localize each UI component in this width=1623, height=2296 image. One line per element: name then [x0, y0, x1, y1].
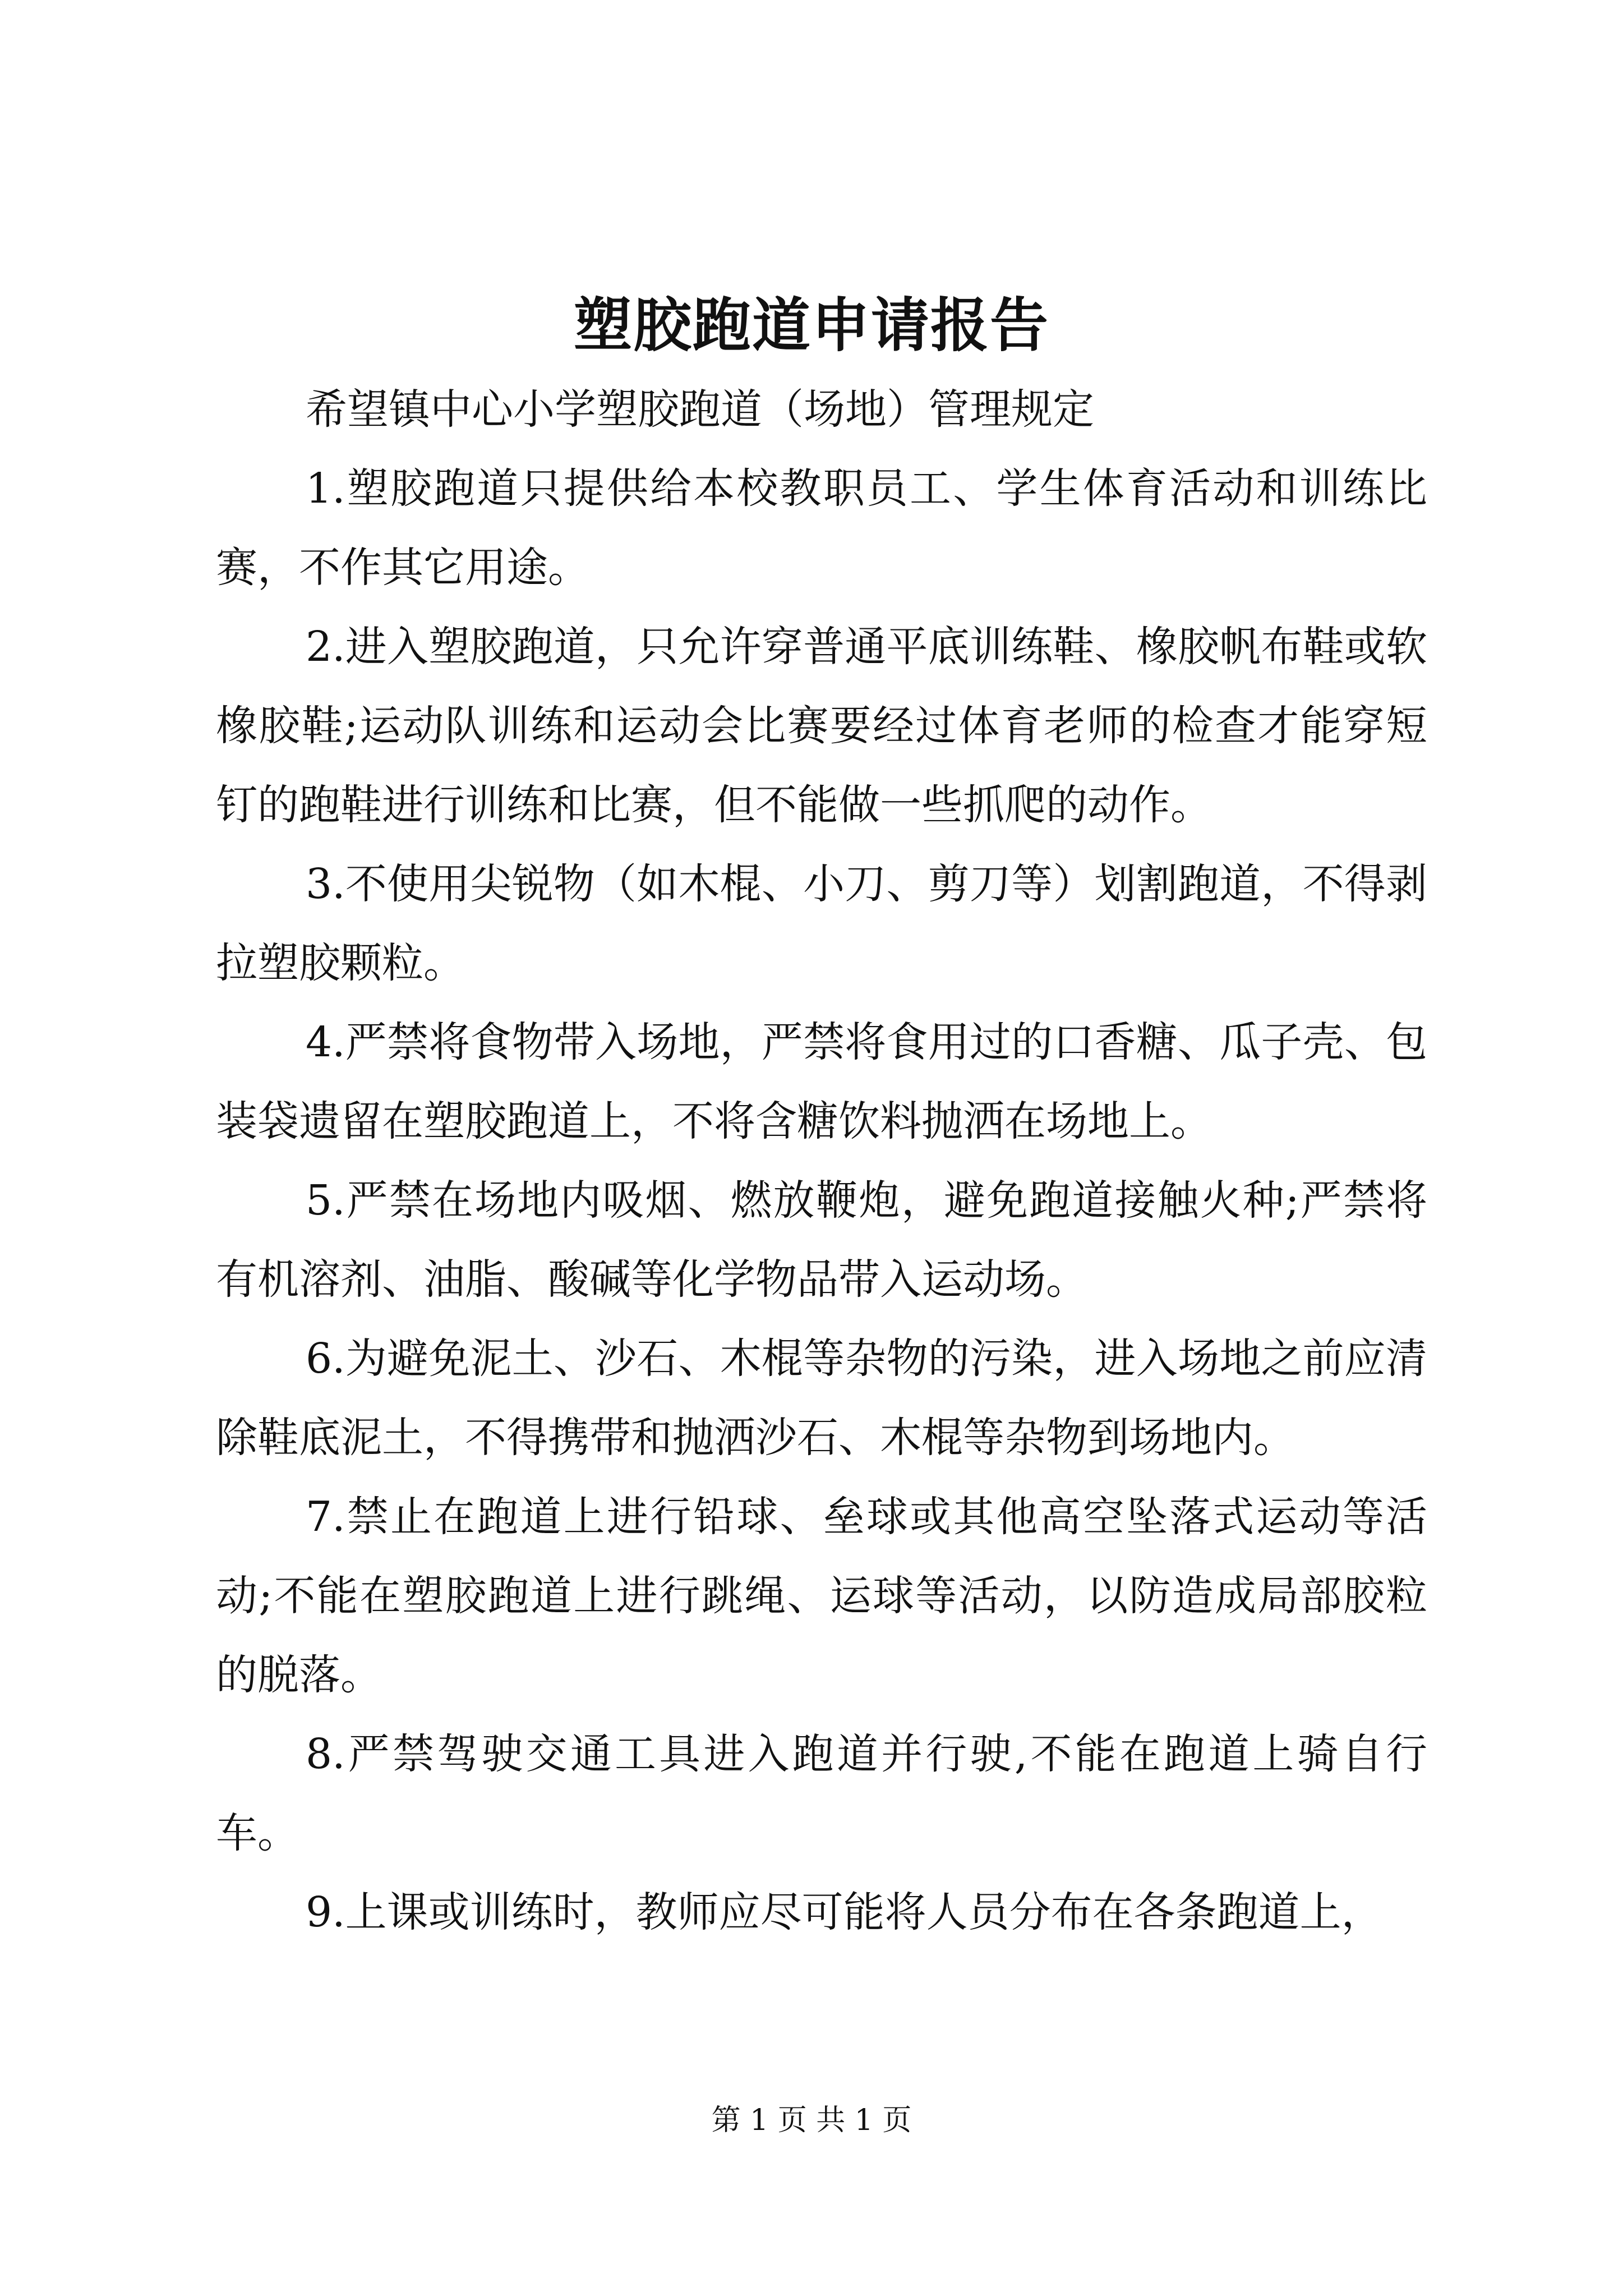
paragraph-item-4: 4.严禁将食物带入场地，严禁将食用过的口香糖、瓜子壳、包装袋遗留在塑胶跑道上，不将含糖饮料抛洒在场地上。: [216, 1018, 1427, 1145]
document-title: 塑胶跑道申请报告: [573, 291, 1049, 360]
paragraph-item-3: 3.不使用尖锐物（如木棍、小刀、剪刀等）划割跑道，不得剥拉塑胶颗粒。: [216, 860, 1427, 987]
page-footer: 第 1 页 共 1 页: [711, 2104, 912, 2137]
paragraph-item-7: 7.禁止在跑道上进行铅球、垒球或其他高空坠落式运动等活动;不能在塑胶跑道上进行跳绳、运球等活动，以防造成局部胶粒的脱落。: [216, 1493, 1427, 1699]
document-subtitle: 希望镇中心小学塑胶跑道（场地）管理规定: [306, 385, 1094, 434]
paragraph-item-1: 1.塑胶跑道只提供给本校教职员工、学生体育活动和训练比赛，不作其它用途。: [216, 464, 1427, 592]
paragraph-item-5: 5.严禁在场地内吸烟、燃放鞭炮，避免跑道接触火种;严禁将有机溶剂、油脂、酸碱等化学物品带入运动场。: [216, 1176, 1427, 1304]
paragraph-item-9: 9.上课或训练时，教师应尽可能将人员分布在各条跑道上，: [306, 1888, 1383, 1936]
document-body: [216, 370, 1427, 1952]
paragraph-item-6: 6.为避免泥土、沙石、木棍等杂物的污染，进入场地之前应清除鞋底泥土，不得携带和抛洒沙石、木棍等杂物到场地内。: [216, 1335, 1427, 1462]
paragraph-item-2: 2.进入塑胶跑道，只允许穿普通平底训练鞋、橡胶帆布鞋或软橡胶鞋;运动队训练和运动会比赛要经过体育老师的检查才能穿短钉的跑鞋进行训练和比赛，但不能做一些抓爬的动作。: [216, 623, 1427, 829]
paragraph-item-8: 8.严禁驾驶交通工具进入跑道并行驶,不能在跑道上骑自行车。: [216, 1730, 1427, 1857]
